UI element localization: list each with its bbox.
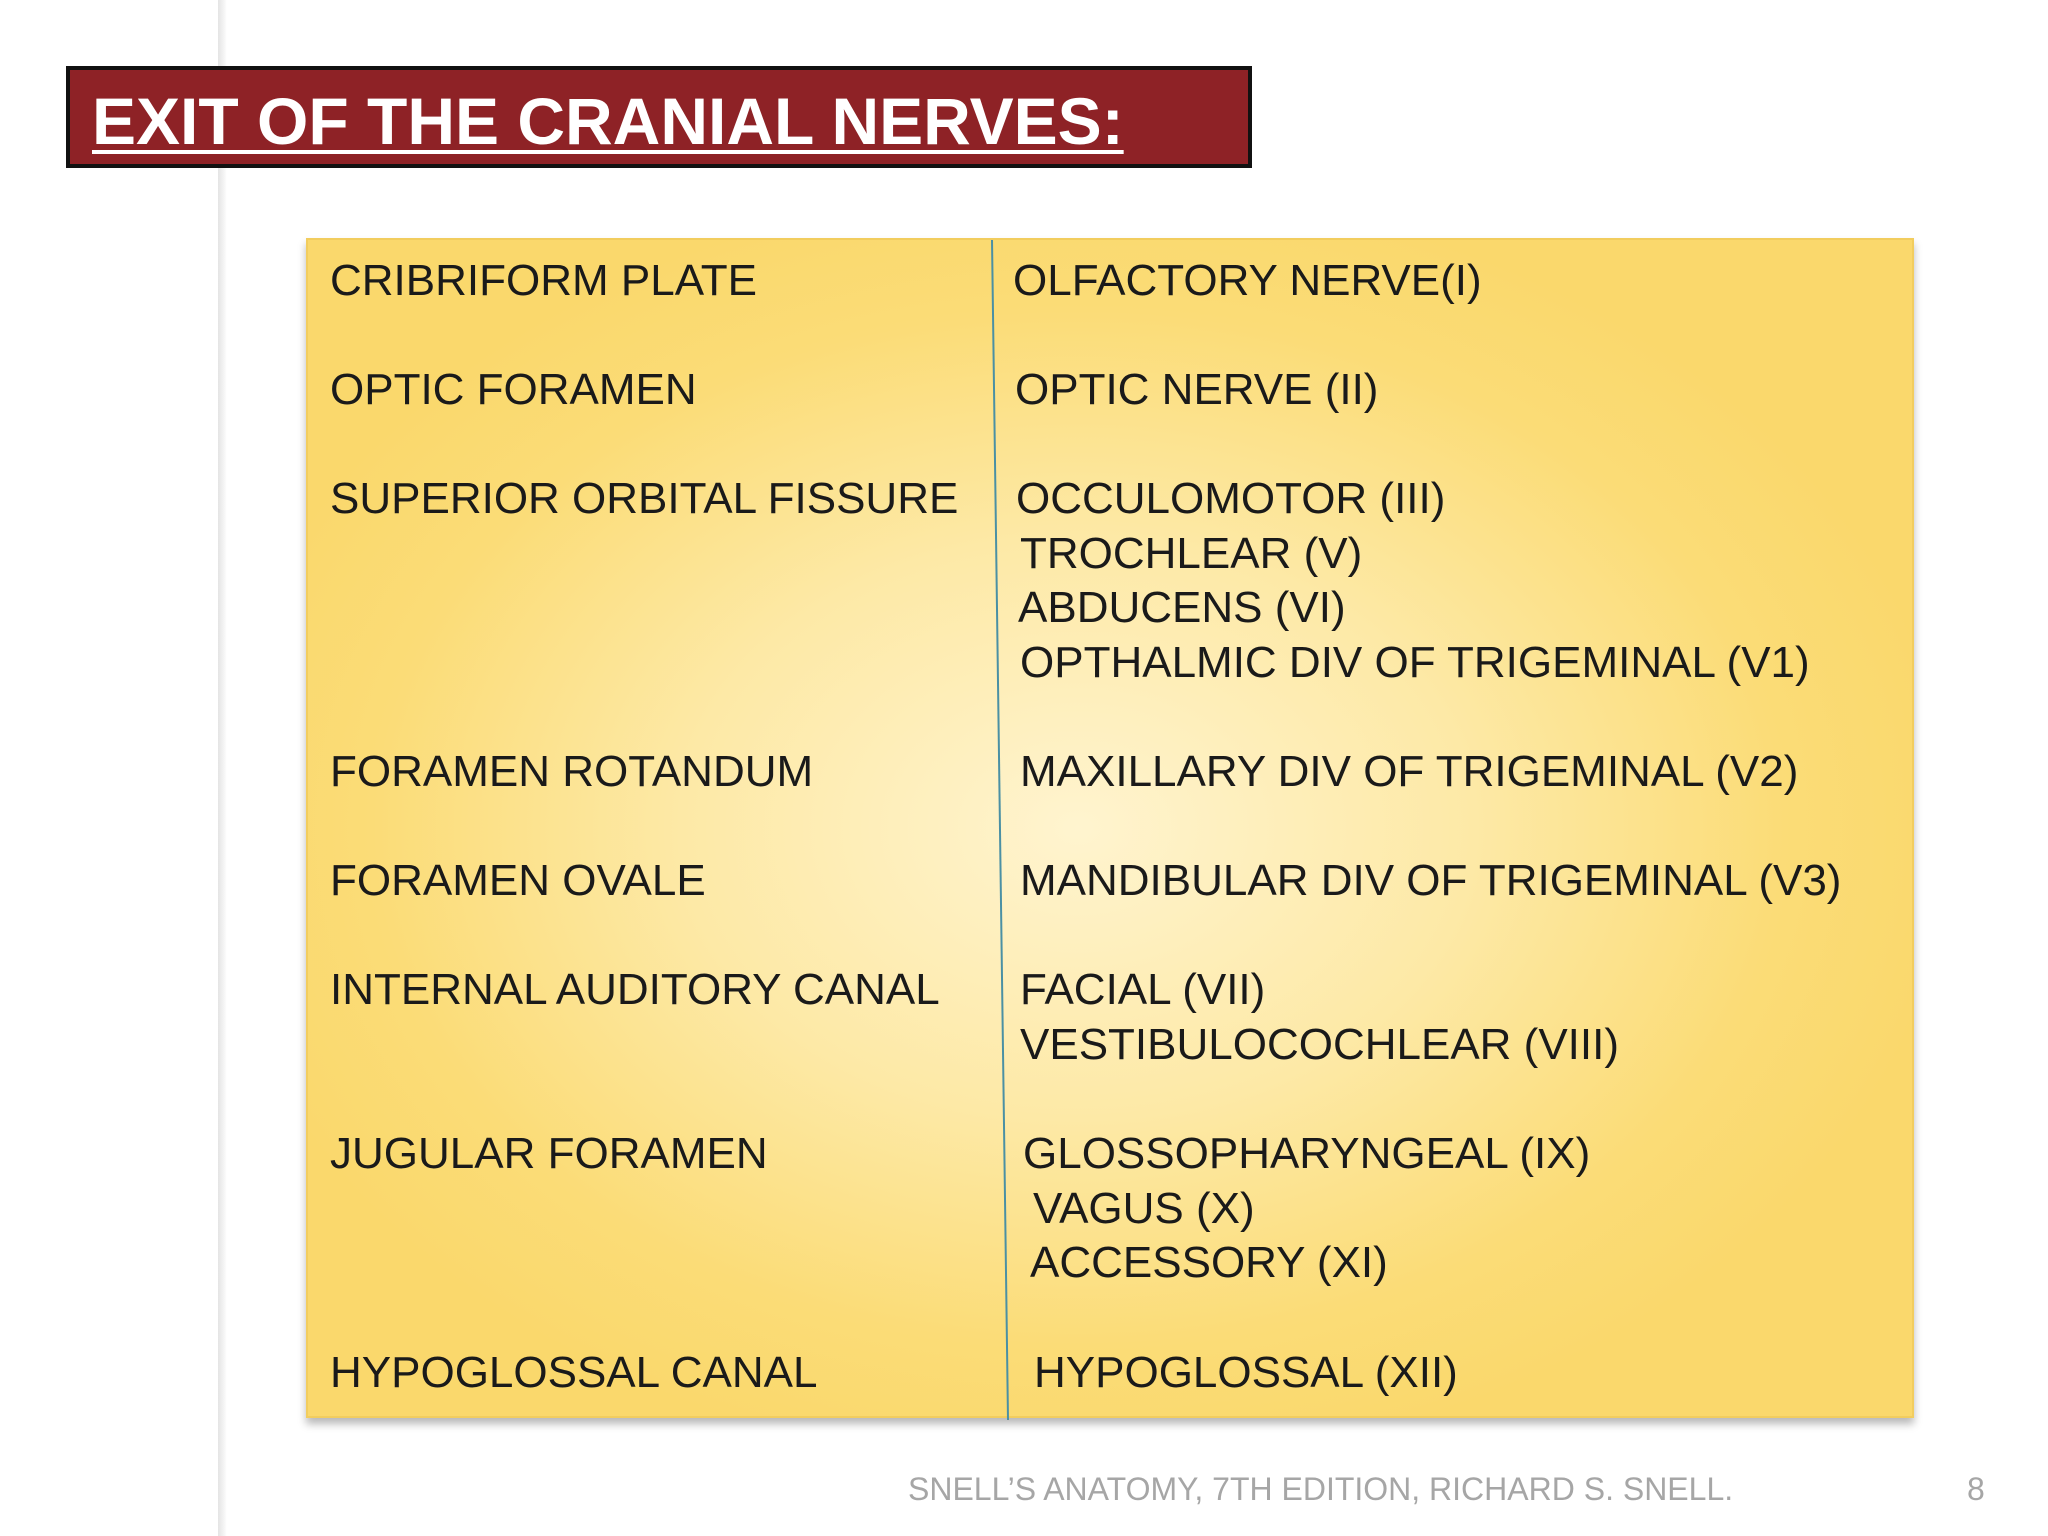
nerve-cell: HYPOGLOSSAL (XII) <box>1034 1348 1458 1397</box>
nerve-cell: VESTIBULOCOCHLEAR (VIII) <box>1020 1020 1620 1069</box>
title-banner <box>66 66 1252 168</box>
nerve-cell: OLFACTORY NERVE(I) <box>1013 256 1482 305</box>
nerve-cell: TROCHLEAR (V) <box>1020 529 1363 578</box>
foramen-cell: HYPOGLOSSAL CANAL <box>330 1348 818 1397</box>
foramen-cell: OPTIC FORAMEN <box>330 365 697 414</box>
nerve-cell: OPTIC NERVE (II) <box>1015 365 1379 414</box>
nerve-cell: VAGUS (X) <box>1033 1184 1255 1233</box>
nerve-cell: MAXILLARY DIV OF TRIGEMINAL (V2) <box>1020 747 1799 796</box>
foramen-cell: SUPERIOR ORBITAL FISSURE <box>330 474 959 523</box>
foramen-cell: FORAMEN OVALE <box>330 856 706 905</box>
page-number: 8 <box>1967 1471 1985 1507</box>
nerve-cell: FACIAL (VII) <box>1020 965 1266 1014</box>
source-citation: SNELL’S ANATOMY, 7TH EDITION, RICHARD S. SNELL. <box>908 1471 1734 1507</box>
nerve-cell: OCCULOMOTOR (III) <box>1016 474 1446 523</box>
foramen-cell: CRIBRIFORM PLATE <box>330 256 758 305</box>
nerve-cell: GLOSSOPHARYNGEAL (IX) <box>1023 1129 1591 1178</box>
foramen-cell: INTERNAL AUDITORY CANAL <box>330 965 940 1014</box>
foramen-cell: JUGULAR FORAMEN <box>330 1129 768 1178</box>
nerve-cell: ABDUCENS (VI) <box>1018 583 1346 632</box>
nerve-cell: MANDIBULAR DIV OF TRIGEMINAL (V3) <box>1020 856 1842 905</box>
foramen-cell: FORAMEN ROTANDUM <box>330 747 814 796</box>
slide-left-edge-bar <box>218 0 227 1536</box>
nerve-cell: ACCESSORY (XI) <box>1030 1238 1388 1287</box>
column-divider-line <box>992 240 1008 1420</box>
slide-title: EXIT OF THE CRANIAL NERVES: <box>92 84 1124 158</box>
nerve-cell: OPTHALMIC DIV OF TRIGEMINAL (V1) <box>1020 638 1810 687</box>
nerve-exit-table <box>306 238 1914 1418</box>
